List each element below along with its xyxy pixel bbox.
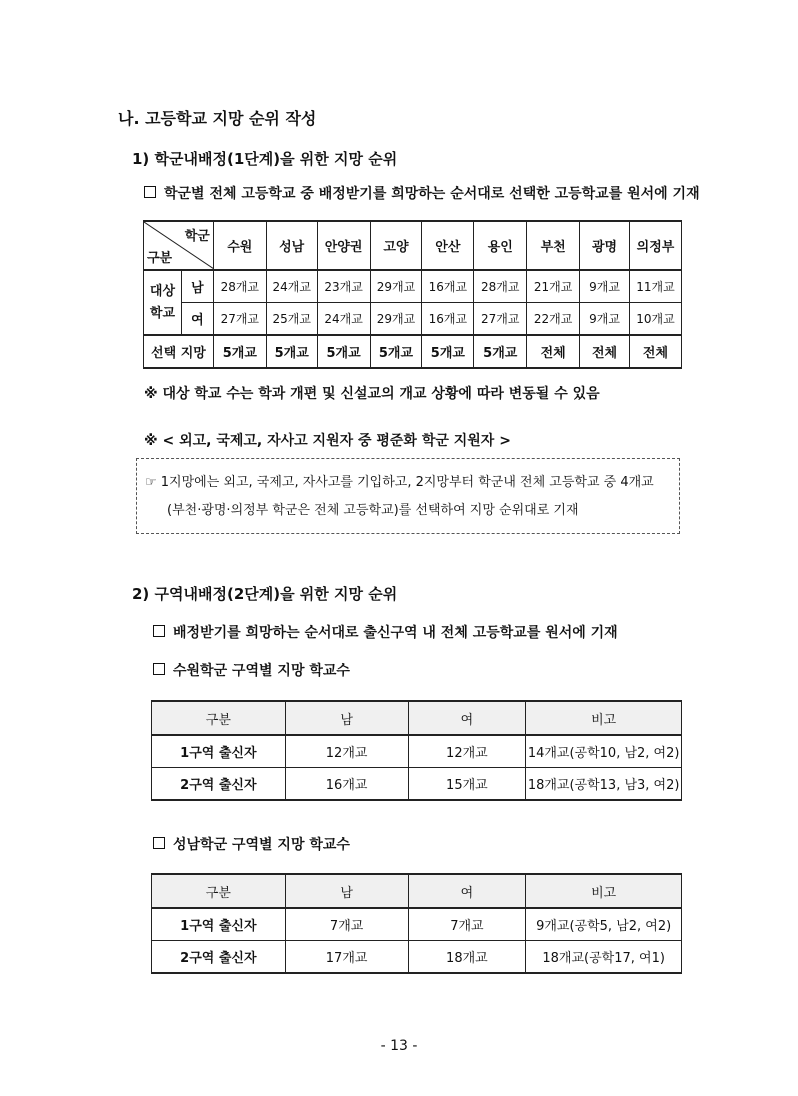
table-cell: 12개교 bbox=[285, 735, 408, 768]
district-header: 광명 bbox=[580, 221, 630, 270]
column-header: 비고 bbox=[526, 701, 682, 735]
select-choice-cell: 전체 bbox=[580, 335, 630, 368]
male-count-cell: 9개교 bbox=[580, 270, 630, 303]
male-count-cell: 21개교 bbox=[527, 270, 580, 303]
district-header: 고양 bbox=[370, 221, 422, 270]
column-header: 비고 bbox=[526, 874, 682, 908]
select-choice-cell: 5개교 bbox=[317, 335, 370, 368]
checkbox-square-icon bbox=[144, 186, 156, 198]
select-choice-cell: 전체 bbox=[629, 335, 681, 368]
district-header: 수원 bbox=[213, 221, 266, 270]
select-choice-cell: 전체 bbox=[527, 335, 580, 368]
table-cell: 17개교 bbox=[285, 941, 408, 974]
select-choice-label: 선택 지망 bbox=[144, 335, 214, 368]
checkbox-square-icon bbox=[153, 837, 165, 849]
column-header: 구분 bbox=[152, 701, 286, 735]
district-header: 안양권 bbox=[317, 221, 370, 270]
remark-variation: ※ 대상 학교 수는 학과 개편 및 신설교의 개교 상황에 따라 변동될 수 있음 bbox=[144, 386, 600, 402]
female-count-cell: 27개교 bbox=[213, 303, 266, 336]
subsection-1-title: 1) 학군내배정(1단계)을 위한 지망 순위 bbox=[132, 150, 398, 168]
notice-line-1: ☞ 1지망에는 외고, 국제고, 자사고를 기입하고, 2지망부터 학군내 전체 고등학교 중 4개교 bbox=[145, 475, 654, 490]
female-count-cell: 27개교 bbox=[474, 303, 527, 336]
district-header: 부천 bbox=[527, 221, 580, 270]
page-number: - 13 - bbox=[380, 1038, 418, 1054]
male-count-cell: 28개교 bbox=[213, 270, 266, 303]
select-choice-cell: 5개교 bbox=[422, 335, 474, 368]
notice-box bbox=[136, 458, 680, 534]
male-count-cell: 29개교 bbox=[370, 270, 422, 303]
female-count-cell: 16개교 bbox=[422, 303, 474, 336]
notice-line-2: (부천·광명·의정부 학군은 전체 고등학교)를 선택하여 지망 순위대로 기재 bbox=[167, 503, 579, 518]
district-header: 안산 bbox=[422, 221, 474, 270]
target-schools-label bbox=[144, 270, 182, 335]
subsection-2-title: 2) 구역내배정(2단계)을 위한 지망 순위 bbox=[132, 585, 398, 603]
seongnam-table-title bbox=[153, 834, 350, 854]
column-header: 여 bbox=[408, 874, 526, 908]
checkbox-square-icon bbox=[153, 663, 165, 675]
seongnam-area-table bbox=[151, 873, 682, 974]
male-label: 남 bbox=[181, 270, 213, 303]
district-schools-table bbox=[143, 220, 682, 369]
female-count-cell: 22개교 bbox=[527, 303, 580, 336]
table-cell: 18개교 bbox=[408, 941, 526, 974]
female-count-cell: 10개교 bbox=[629, 303, 681, 336]
column-header: 남 bbox=[285, 874, 408, 908]
select-choice-cell: 5개교 bbox=[213, 335, 266, 368]
row-label: 2구역 출신자 bbox=[152, 941, 286, 974]
target-label-line2: 학교 bbox=[149, 305, 176, 321]
seongnam-table-title-text: 성남학군 구역별 지망 학교수 bbox=[173, 837, 350, 853]
district-header: 용인 bbox=[474, 221, 527, 270]
table-cell: 18개교(공학13, 남3, 여2) bbox=[526, 768, 682, 801]
subsection-2-note-text: 배정받기를 희망하는 순서대로 출신구역 내 전체 고등학교를 원서에 기재 bbox=[173, 625, 618, 641]
section-title: 나. 고등학교 지망 순위 작성 bbox=[118, 109, 317, 128]
table-cell: 14개교(공학10, 남2, 여2) bbox=[526, 735, 682, 768]
checkbox-square-icon bbox=[153, 625, 165, 637]
table-cell: 7개교 bbox=[408, 908, 526, 941]
suwon-table-title-text: 수원학군 구역별 지망 학교수 bbox=[173, 663, 350, 679]
female-count-cell: 24개교 bbox=[317, 303, 370, 336]
table-cell: 15개교 bbox=[408, 768, 526, 801]
subsection-1-note-text: 학군별 전체 고등학교 중 배정받기를 희망하는 순서대로 선택한 고등학교를 원서에 기재 bbox=[164, 186, 700, 202]
male-count-cell: 28개교 bbox=[474, 270, 527, 303]
table-corner-cell bbox=[144, 221, 214, 270]
select-choice-cell: 5개교 bbox=[474, 335, 527, 368]
district-header: 성남 bbox=[266, 221, 317, 270]
table-cell: 7개교 bbox=[285, 908, 408, 941]
table-cell: 9개교(공학5, 남2, 여2) bbox=[526, 908, 682, 941]
subsection-2-note bbox=[153, 622, 618, 642]
remark-special-applicants: ※ < 외고, 국제고, 자사고 지원자 중 평준화 학군 지원자 > bbox=[144, 433, 511, 449]
table-cell: 12개교 bbox=[408, 735, 526, 768]
corner-label-category: 구분 bbox=[147, 251, 173, 266]
male-count-cell: 11개교 bbox=[629, 270, 681, 303]
male-count-cell: 16개교 bbox=[422, 270, 474, 303]
suwon-table-title bbox=[153, 660, 350, 680]
table-cell: 16개교 bbox=[285, 768, 408, 801]
select-choice-cell: 5개교 bbox=[370, 335, 422, 368]
row-label: 1구역 출신자 bbox=[152, 735, 286, 768]
female-count-cell: 25개교 bbox=[266, 303, 317, 336]
female-count-cell: 9개교 bbox=[580, 303, 630, 336]
target-label-line1: 대상 bbox=[149, 283, 176, 299]
column-header: 구분 bbox=[152, 874, 286, 908]
column-header: 남 bbox=[285, 701, 408, 735]
row-label: 1구역 출신자 bbox=[152, 908, 286, 941]
male-count-cell: 24개교 bbox=[266, 270, 317, 303]
female-label: 여 bbox=[181, 303, 213, 336]
row-label: 2구역 출신자 bbox=[152, 768, 286, 801]
table-cell: 18개교(공학17, 여1) bbox=[526, 941, 682, 974]
female-count-cell: 29개교 bbox=[370, 303, 422, 336]
select-choice-cell: 5개교 bbox=[266, 335, 317, 368]
male-count-cell: 23개교 bbox=[317, 270, 370, 303]
district-header: 의정부 bbox=[629, 221, 681, 270]
suwon-area-table bbox=[151, 700, 682, 801]
subsection-1-note bbox=[144, 183, 700, 203]
corner-label-district: 학군 bbox=[184, 229, 210, 244]
column-header: 여 bbox=[408, 701, 526, 735]
